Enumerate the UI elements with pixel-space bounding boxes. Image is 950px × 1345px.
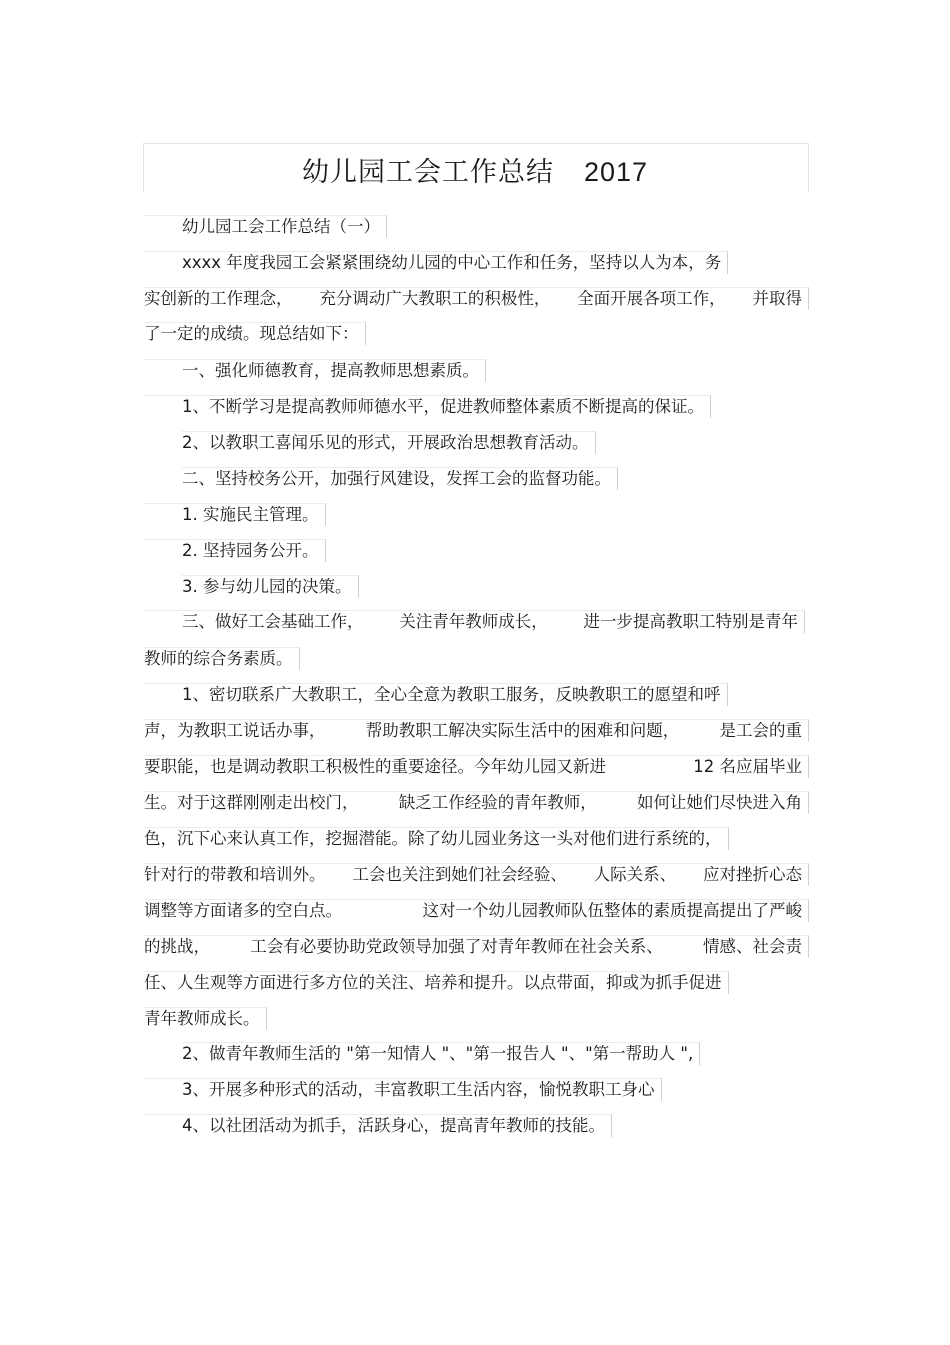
text-segment: 这对一个幼儿园教师队伍整体的素质提高提出了严峻 <box>422 901 802 920</box>
text-segment: 工会也关注到她们社会经验、 <box>352 865 567 884</box>
text-line: 教师的综合务素质。 <box>144 647 300 670</box>
text-segment: 是工会的重 <box>719 721 802 740</box>
text-segment: 实创新的工作理念， <box>144 289 293 308</box>
text-segment: 人际关系、 <box>593 865 677 884</box>
text-line <box>144 899 809 922</box>
text-segment: 12 名应届毕业 <box>693 757 802 776</box>
text-segment: 应对挫折心态 <box>702 865 802 884</box>
text-segment: 缺乏工作经验的青年教师， <box>398 793 597 812</box>
text-line: 二、坚持校务公开，加强行风建设，发挥工会的监督功能。 <box>182 467 618 490</box>
text-line: 3、开展多种形式的活动，丰富教职工生活内容，愉悦教职工身心 <box>144 1078 662 1101</box>
text-line: 2、做青年教师生活的 "第一知情人 "、"第一报告人 "、"第一帮助人 ", <box>182 1042 700 1065</box>
text-segment: 充分调动广大教职工的积极性， <box>319 289 551 308</box>
text-line: 了一定的成绩。现总结如下： <box>144 322 366 345</box>
text-line: 1、密切联系广大教职工，全心全意为教职工服务，反映教职工的愿望和呼 <box>144 683 728 706</box>
text-line: xxxx 年度我园工会紧紧围绕幼儿园的中心工作和任务，坚持以人为本，务 <box>144 251 728 274</box>
text-line <box>144 755 809 778</box>
title-year: 2017 <box>583 157 649 187</box>
text-line: 青年教师成长。 <box>144 1007 267 1030</box>
text-line: 2、以教职工喜闻乐见的形式，开展政治思想教育活动。 <box>182 431 596 454</box>
text-line <box>144 863 809 886</box>
text-segment: 帮助教职工解决实际生活中的困难和问题， <box>365 721 680 740</box>
text-line <box>144 791 809 814</box>
text-line: 任、人生观等方面进行多方位的关注、培养和提升。以点带面，抑或为抓手促进 <box>144 971 729 994</box>
text-segment: 进一步提高教职工特别是青年 <box>583 612 798 631</box>
text-segment: 针对行的带教和培训外。 <box>144 865 326 884</box>
text-line <box>144 719 809 742</box>
text-line <box>144 610 805 633</box>
text-line: 4、以社团活动为抓手，活跃身心，提高青年教师的技能。 <box>144 1114 612 1137</box>
text-segment: 情感、社会责 <box>703 937 802 956</box>
text-segment: 的挑战， <box>144 937 210 956</box>
text-segment: 生。对于这群刚刚走出校门， <box>144 793 359 812</box>
text-segment: 全面开展各项工作， <box>577 289 726 308</box>
text-line <box>144 935 809 958</box>
text-line: 一、强化师德教育，提高教师思想素质。 <box>144 359 486 382</box>
page-title <box>0 150 950 189</box>
title-text: 幼儿园工会工作总结 <box>301 157 554 188</box>
text-segment: 工会有必要协助党政领导加强了对青年教师在社会关系、 <box>250 937 663 956</box>
text-segment: 并取得 <box>752 289 802 308</box>
text-segment: 调整等方面诸多的空白点。 <box>144 901 342 920</box>
text-line: 2. 坚持园务公开。 <box>144 539 326 562</box>
text-segment: 声，为教职工说话办事， <box>144 721 326 740</box>
text-segment: 三、做好工会基础工作， <box>182 612 364 631</box>
text-line <box>144 287 809 310</box>
text-line: 3. 参与幼儿园的决策。 <box>182 575 359 598</box>
text-line: 1、不断学习是提高教师师德水平，促进教师整体素质不断提高的保证。 <box>144 395 711 418</box>
text-line: 色，沉下心来认真工作，挖掘潜能。除了幼儿园业务这一头对他们进行系统的， <box>144 827 729 850</box>
text-line: 1. 实施民主管理。 <box>144 503 326 526</box>
text-segment: 如何让她们尽快进入角 <box>637 793 802 812</box>
text-segment: 关注青年教师成长， <box>399 612 548 631</box>
text-line: 幼儿园工会工作总结（一） <box>144 215 387 238</box>
text-segment: 要职能，也是调动教职工积极性的重要途径。今年幼儿园又新进 <box>144 757 606 776</box>
